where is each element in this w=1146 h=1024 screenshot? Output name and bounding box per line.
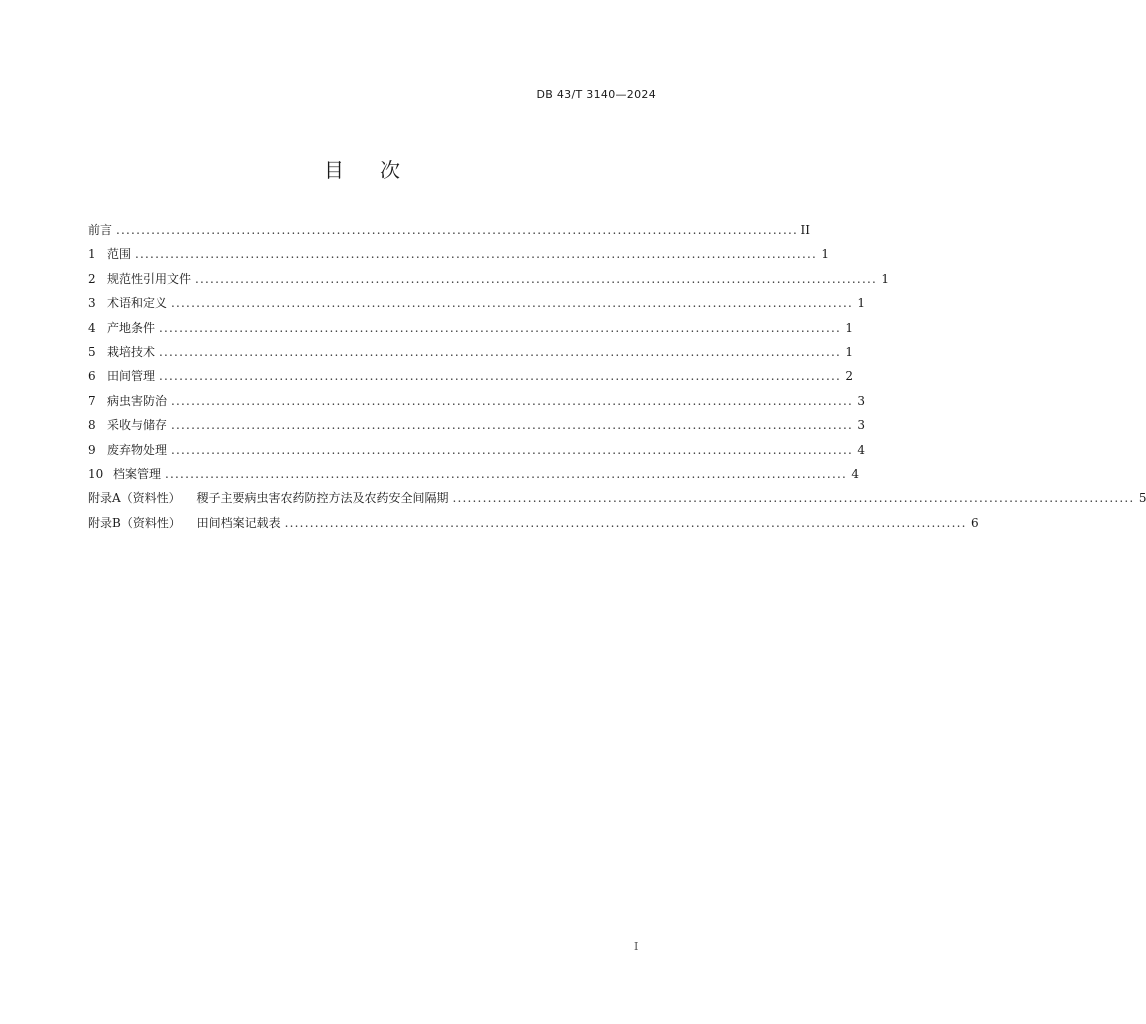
toc-number: 5: [88, 344, 96, 359]
toc-number: 1: [88, 247, 96, 262]
toc-page: 5: [1138, 491, 1146, 506]
toc-entry-7[interactable]: [88, 389, 865, 413]
toc-entry-4[interactable]: [88, 316, 853, 340]
page-title: 目次: [324, 158, 436, 182]
toc-page: 2: [845, 369, 853, 384]
toc-page: 1: [881, 271, 889, 286]
toc-leader: ........................................................................................................................................: [135, 247, 817, 262]
toc-number: 9: [88, 442, 96, 457]
toc-leader: ........................................................................................................................................: [116, 223, 798, 237]
toc-leader: ........................................................................................................................................: [171, 418, 853, 433]
toc-entry-appendix-b[interactable]: [88, 511, 979, 535]
toc-number: 10: [88, 466, 104, 481]
toc-label: 规范性引用文件: [107, 271, 192, 286]
toc-entry-3[interactable]: [88, 291, 865, 315]
toc-entry-9[interactable]: [88, 438, 865, 462]
toc-entry-10[interactable]: [88, 462, 859, 486]
toc-label: 附录A（资料性） 稷子主要病虫害农药防控方法及农药安全间隔期: [88, 491, 449, 506]
toc-leader: ........................................................................................................................................: [284, 515, 967, 530]
toc-number: 6: [88, 369, 96, 384]
toc-leader: ........................................................................................................................................: [159, 344, 841, 359]
toc-entry-6[interactable]: [88, 364, 853, 388]
toc-number: 4: [88, 320, 96, 335]
toc-leader: ........................................................................................................................................: [452, 491, 1135, 506]
toc-label: 田间管理: [107, 369, 156, 384]
toc-label: 术语和定义: [107, 296, 168, 311]
toc-entry-appendix-a[interactable]: [88, 486, 1146, 510]
toc-label: 产地条件: [107, 320, 156, 335]
toc-page: II: [800, 223, 810, 237]
toc-entry-8[interactable]: [88, 413, 865, 437]
toc-page: 3: [857, 418, 865, 433]
toc-page: 1: [857, 296, 865, 311]
page-number: I: [634, 940, 639, 953]
toc-entry-5[interactable]: [88, 340, 853, 364]
toc-entry-foreword[interactable]: [88, 218, 810, 242]
toc-page: 4: [851, 466, 859, 481]
toc-label: 病虫害防治: [107, 393, 168, 408]
toc-label: 采收与储存: [107, 418, 168, 433]
toc-leader: ........................................................................................................................................: [171, 393, 853, 408]
toc-leader: ........................................................................................................................................: [159, 320, 841, 335]
toc-page: 1: [821, 247, 829, 262]
toc-number: 2: [88, 271, 96, 286]
toc-entry-1[interactable]: [88, 242, 829, 266]
toc-label: 范围: [107, 247, 132, 262]
toc-label: 附录B（资料性） 田间档案记载表: [88, 515, 281, 530]
toc-page: 4: [857, 442, 865, 457]
doc-code: DB 43/T 3140—2024: [536, 88, 656, 101]
toc-leader: ........................................................................................................................................: [171, 442, 853, 457]
toc-page: 3: [857, 393, 865, 408]
toc-label: 废弃物处理: [107, 442, 168, 457]
toc-label: 档案管理: [113, 466, 162, 481]
toc-page: 6: [970, 515, 979, 530]
toc-leader: ........................................................................................................................................: [171, 296, 853, 311]
toc-page: 1: [845, 344, 853, 359]
toc-label: 前言: [88, 223, 113, 237]
toc-leader: ........................................................................................................................................: [159, 369, 841, 384]
toc-label: 栽培技术: [107, 344, 156, 359]
toc-number: 7: [88, 393, 96, 408]
toc-list: [88, 218, 1146, 535]
toc-leader: ........................................................................................................................................: [195, 271, 877, 286]
toc-page: 1: [845, 320, 853, 335]
toc-leader: ........................................................................................................................................: [165, 466, 847, 481]
toc-number: 3: [88, 296, 96, 311]
toc-number: 8: [88, 418, 96, 433]
toc-entry-2[interactable]: [88, 267, 889, 291]
